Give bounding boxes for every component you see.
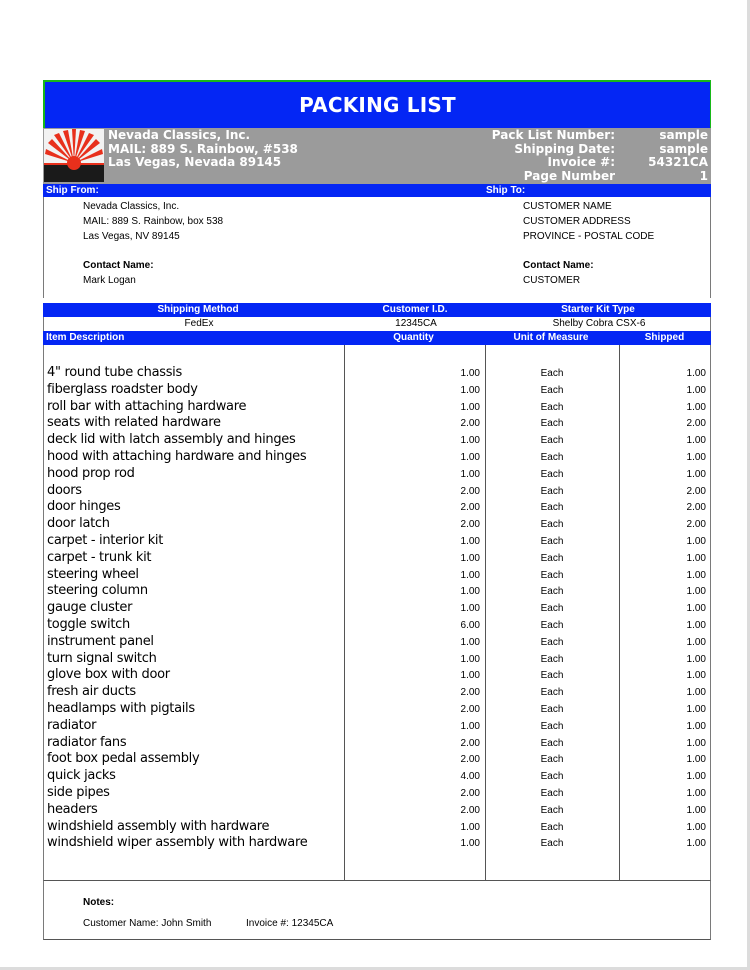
table-row <box>44 684 712 701</box>
customer-id-header: Customer I.D. <box>382 304 448 315</box>
table-row <box>44 432 712 449</box>
table-row <box>44 701 712 718</box>
table-row <box>44 415 712 432</box>
item-unit-of-measure: Each <box>540 771 564 783</box>
table-row <box>44 768 712 785</box>
item-unit-of-measure: Each <box>540 636 564 648</box>
company-logo-sunburst-icon <box>44 129 104 182</box>
item-quantity: 2.00 <box>460 519 480 531</box>
item-unit-of-measure: Each <box>540 704 564 715</box>
table-row <box>44 466 712 483</box>
item-quantity: 4.00 <box>460 771 480 783</box>
item-shipped: 1.00 <box>686 720 706 732</box>
title-bar <box>43 80 711 128</box>
ship-from-contact-label: Contact Name: <box>83 260 154 271</box>
item-unit-of-measure: Each <box>540 720 564 732</box>
item-description: hood with attaching hardware and hinges <box>47 449 307 464</box>
items-table-body <box>43 345 711 881</box>
item-quantity: 1.00 <box>460 401 480 413</box>
ship-from-line2: MAIL: 889 S. Rainbow, box 538 <box>83 216 224 227</box>
item-description: roll bar with attaching hardware <box>47 398 247 414</box>
item-unit-of-measure: Each <box>540 452 564 463</box>
item-unit-of-measure: Each <box>540 804 564 816</box>
item-quantity: 2.00 <box>460 418 480 430</box>
item-quantity: 1.00 <box>460 384 480 396</box>
item-unit-of-measure: Each <box>540 368 564 379</box>
item-quantity: 1.00 <box>460 368 480 379</box>
meta-value: sample <box>659 141 708 156</box>
table-row <box>44 751 712 768</box>
item-shipped: 2.00 <box>686 502 706 514</box>
item-description: carpet - interior kit <box>47 533 164 548</box>
item-quantity: 2.00 <box>460 804 480 816</box>
item-shipped: 1.00 <box>686 804 706 816</box>
table-row <box>44 365 712 382</box>
item-quantity: 1.00 <box>460 636 480 648</box>
table-row <box>44 382 712 399</box>
table-row <box>44 617 712 634</box>
item-quantity: 1.00 <box>460 435 480 447</box>
item-quantity: 2.00 <box>460 788 480 799</box>
item-shipped: 1.00 <box>686 368 706 379</box>
item-unit-of-measure: Each <box>540 653 564 665</box>
item-quantity: 1.00 <box>460 720 480 732</box>
meta-value: 54321CA <box>648 155 708 170</box>
item-quantity: 1.00 <box>460 653 480 665</box>
table-row <box>44 600 712 617</box>
item-shipped: 1.00 <box>686 771 706 783</box>
ship-address-section <box>43 197 711 298</box>
item-quantity: 2.00 <box>460 502 480 514</box>
item-description: turn signal switch <box>47 650 157 666</box>
item-quantity: 6.00 <box>460 620 480 631</box>
item-shipped: 1.00 <box>686 670 706 682</box>
item-description: door latch <box>47 516 110 532</box>
item-description: radiator <box>47 717 97 733</box>
company-name: Nevada Classics, Inc. <box>108 128 251 142</box>
item-quantity: 1.00 <box>460 536 480 547</box>
company-band <box>43 128 711 184</box>
table-row <box>44 735 712 752</box>
kit-type-value: Shelby Cobra CSX-6 <box>552 318 646 329</box>
item-shipped: 1.00 <box>686 636 706 648</box>
item-description: side pipes <box>47 785 110 800</box>
item-description: seats with related hardware <box>47 415 221 431</box>
item-shipped: 1.00 <box>686 401 706 413</box>
item-description: door hinges <box>47 499 121 515</box>
item-description: foot box pedal assembly <box>47 751 200 767</box>
item-description: windshield assembly with hardware <box>47 818 270 834</box>
item-shipped: 1.00 <box>686 788 706 799</box>
item-description: radiator fans <box>47 734 127 750</box>
table-row <box>44 399 712 416</box>
item-shipped: 1.00 <box>686 704 706 715</box>
table-row <box>44 583 712 600</box>
meta-row-invoice <box>465 156 708 170</box>
ship-to-contact-label: Contact Name: <box>523 260 594 271</box>
ship-to-line1: CUSTOMER NAME <box>523 201 612 212</box>
shipping-info-header <box>43 303 711 317</box>
table-row <box>44 449 712 466</box>
ship-to-block <box>523 199 654 288</box>
item-quantity: 2.00 <box>460 754 480 766</box>
meta-row-page-number <box>465 170 708 184</box>
item-description-header: Item Description <box>46 332 125 343</box>
item-shipped: 1.00 <box>686 586 706 598</box>
table-row <box>44 567 712 584</box>
table-row <box>44 835 712 852</box>
company-city: Las Vegas, Nevada 89145 <box>108 155 282 170</box>
ship-from-line3: Las Vegas, NV 89145 <box>83 231 180 242</box>
customer-id-value: 12345CA <box>395 318 437 329</box>
item-unit-of-measure: Each <box>540 620 564 631</box>
item-description: glove box with door <box>47 667 170 683</box>
item-shipped: 1.00 <box>686 754 706 766</box>
quantity-header: Quantity <box>393 332 434 343</box>
pack-list-meta <box>465 129 708 183</box>
item-quantity: 2.00 <box>460 485 480 497</box>
meta-label: Pack List Number: <box>491 128 615 142</box>
ship-to-contact-value: CUSTOMER <box>523 275 581 286</box>
item-quantity: 1.00 <box>460 603 480 615</box>
ship-to-line2: CUSTOMER ADDRESS <box>523 216 631 227</box>
item-description: fresh air ducts <box>47 684 136 700</box>
kit-type-header: Starter Kit Type <box>561 304 635 315</box>
items-table-header <box>43 331 711 345</box>
table-row <box>44 634 712 651</box>
item-description: quick jacks <box>47 768 116 784</box>
item-unit-of-measure: Each <box>540 569 564 581</box>
item-shipped: 1.00 <box>686 620 706 631</box>
item-quantity: 1.00 <box>460 552 480 564</box>
table-row <box>44 499 712 516</box>
item-description: hood prop rod <box>47 465 135 481</box>
item-shipped: 1.00 <box>686 838 706 850</box>
item-quantity: 2.00 <box>460 687 480 699</box>
shipping-method-value: FedEx <box>184 318 214 329</box>
shipped-header: Shipped <box>644 332 685 343</box>
item-unit-of-measure: Each <box>540 754 564 766</box>
item-unit-of-measure: Each <box>540 418 564 430</box>
item-quantity: 1.00 <box>460 586 480 598</box>
table-row <box>44 785 712 802</box>
table-row <box>44 718 712 735</box>
item-unit-of-measure: Each <box>540 821 564 833</box>
item-quantity: 1.00 <box>460 452 480 463</box>
packing-list-document <box>43 80 711 940</box>
item-shipped: 1.00 <box>686 653 706 665</box>
meta-value: sample <box>659 128 708 142</box>
item-unit-of-measure: Each <box>540 384 564 396</box>
item-description: steering wheel <box>47 566 139 582</box>
table-row <box>44 483 712 500</box>
meta-label: Shipping Date: <box>514 141 615 156</box>
item-shipped: 1.00 <box>686 452 706 463</box>
table-row <box>44 533 712 550</box>
table-row <box>44 667 712 684</box>
item-unit-of-measure: Each <box>540 485 564 497</box>
item-description: doors <box>47 482 82 498</box>
item-shipped: 1.00 <box>686 821 706 833</box>
ship-from-block <box>83 199 223 288</box>
company-mail: MAIL: 889 S. Rainbow, #538 <box>108 141 298 156</box>
item-unit-of-measure: Each <box>540 468 564 480</box>
meta-row-pack-number <box>465 129 708 143</box>
item-shipped: 2.00 <box>686 418 706 430</box>
item-quantity: 1.00 <box>460 838 480 850</box>
item-shipped: 2.00 <box>686 519 706 531</box>
notes-label: Notes: <box>83 897 115 908</box>
meta-row-shipping-date <box>465 143 708 157</box>
item-description: 4" round tube chassis <box>47 365 182 380</box>
item-unit-of-measure: Each <box>540 502 564 514</box>
meta-label: Page Number <box>523 168 615 183</box>
table-row <box>44 802 712 819</box>
item-unit-of-measure: Each <box>540 536 564 547</box>
item-quantity: 1.00 <box>460 670 480 682</box>
item-shipped: 1.00 <box>686 737 706 749</box>
item-shipped: 1.00 <box>686 569 706 581</box>
item-unit-of-measure: Each <box>540 603 564 615</box>
item-shipped: 1.00 <box>686 536 706 547</box>
notes-section <box>43 881 711 940</box>
item-description: headlamps with pigtails <box>47 701 195 716</box>
item-unit-of-measure: Each <box>540 788 564 799</box>
item-description: steering column <box>47 583 148 599</box>
item-unit-of-measure: Each <box>540 838 564 850</box>
unit-of-measure-header: Unit of Measure <box>513 332 589 343</box>
item-unit-of-measure: Each <box>540 552 564 564</box>
notes-customer-name: Customer Name: John Smith <box>83 918 212 929</box>
table-row <box>44 550 712 567</box>
shipping-method-header: Shipping Method <box>157 304 239 315</box>
item-unit-of-measure: Each <box>540 670 564 682</box>
page-title: PACKING LIST <box>299 93 456 117</box>
item-shipped: 1.00 <box>686 468 706 480</box>
table-row <box>44 819 712 836</box>
ship-to-header: Ship To: <box>486 185 526 196</box>
item-description: fiberglass roadster body <box>47 381 198 397</box>
item-unit-of-measure: Each <box>540 737 564 749</box>
item-shipped: 1.00 <box>686 603 706 615</box>
table-row <box>44 651 712 668</box>
item-description: instrument panel <box>47 633 154 649</box>
ship-to-line3: PROVINCE - POSTAL CODE <box>523 231 655 242</box>
company-address-block <box>108 129 298 170</box>
table-row <box>44 516 712 533</box>
item-shipped: 1.00 <box>686 384 706 396</box>
meta-label: Invoice #: <box>547 155 615 170</box>
item-shipped: 2.00 <box>686 485 706 497</box>
item-description: headers <box>47 801 98 817</box>
ship-from-contact-value: Mark Logan <box>83 275 136 286</box>
item-unit-of-measure: Each <box>540 687 564 699</box>
item-description: gauge cluster <box>47 600 133 616</box>
item-description: windshield wiper assembly with hardware <box>47 835 308 851</box>
item-quantity: 1.00 <box>460 821 480 833</box>
item-shipped: 1.00 <box>686 552 706 564</box>
item-quantity: 2.00 <box>460 704 480 715</box>
ship-from-line1: Nevada Classics, Inc. <box>83 201 180 212</box>
item-quantity: 1.00 <box>460 569 480 581</box>
item-unit-of-measure: Each <box>540 435 564 447</box>
ship-from-header: Ship From: <box>46 185 99 196</box>
ship-header-bar <box>43 184 711 197</box>
item-unit-of-measure: Each <box>540 519 564 531</box>
item-shipped: 1.00 <box>686 435 706 447</box>
item-quantity: 1.00 <box>460 468 480 480</box>
item-unit-of-measure: Each <box>540 401 564 413</box>
item-unit-of-measure: Each <box>540 586 564 598</box>
item-quantity: 2.00 <box>460 737 480 749</box>
item-shipped: 1.00 <box>686 687 706 699</box>
shipping-info-row <box>43 317 711 331</box>
meta-value: 1 <box>699 168 708 183</box>
item-description: toggle switch <box>47 617 130 632</box>
notes-invoice: Invoice #: 12345CA <box>246 918 334 929</box>
item-description: deck lid with latch assembly and hinges <box>47 432 296 448</box>
item-description: carpet - trunk kit <box>47 549 152 565</box>
